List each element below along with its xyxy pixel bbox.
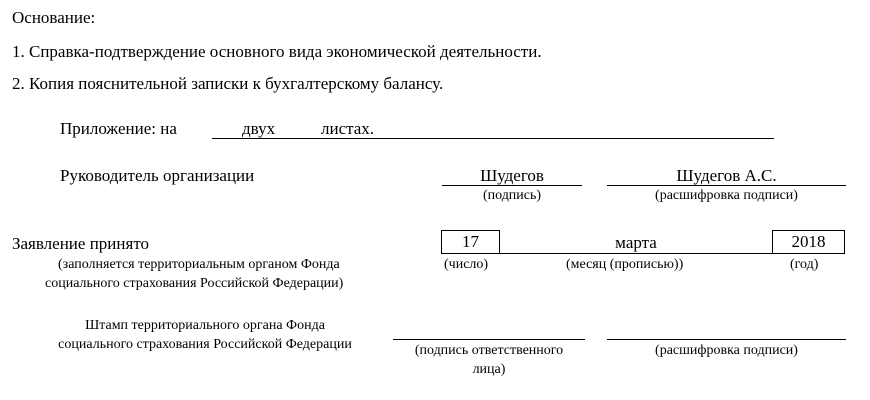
head-label: Руководитель организации	[60, 166, 255, 185]
basis-heading: Основание:	[12, 8, 96, 27]
acceptance-note-line2: социального страхования Российской Федерации)	[45, 276, 344, 291]
attachment-count: двух	[242, 119, 276, 138]
head-name: Шудегов А.С.	[676, 166, 777, 185]
stamp-signature-caption-line2: лица)	[472, 362, 506, 377]
stamp-signature-line	[393, 339, 585, 340]
stamp-name-caption: (расшифровка подписи)	[655, 343, 798, 358]
acceptance-month: марта	[615, 233, 657, 252]
basis-item-1: 1. Справка-подтверждение основного вида экономической деятельности.	[12, 42, 542, 61]
stamp-name-line	[607, 339, 846, 340]
acceptance-day-caption: (число)	[444, 257, 489, 272]
acceptance-note-line1: (заполняется территориальным органом Фонда	[58, 257, 340, 272]
head-signature-line	[442, 185, 582, 186]
acceptance-year-caption: (год)	[790, 257, 819, 272]
head-name-caption: (расшифровка подписи)	[655, 188, 798, 203]
acceptance-month-caption: (месяц (прописью))	[566, 257, 684, 272]
acceptance-label: Заявление принято	[12, 234, 150, 253]
acceptance-month-line	[500, 253, 772, 254]
acceptance-day-box: 17	[441, 230, 500, 254]
basis-item-2: 2. Копия пояснительной записки к бухгалтерскому балансу.	[12, 74, 444, 93]
stamp-signature-caption-line1: (подпись ответственного	[414, 343, 564, 358]
head-name-line	[607, 185, 846, 186]
attachment-unit: листах.	[321, 119, 375, 138]
stamp-line2: социального страхования Российской Федерации	[58, 337, 352, 352]
head-signature: Шудегов	[480, 166, 544, 185]
attachment-underline	[212, 138, 774, 139]
head-signature-caption: (подпись)	[482, 188, 542, 203]
attachment-label: Приложение: на	[60, 119, 177, 138]
stamp-line1: Штамп территориального органа Фонда	[85, 318, 325, 333]
acceptance-year-box: 2018	[772, 230, 845, 254]
